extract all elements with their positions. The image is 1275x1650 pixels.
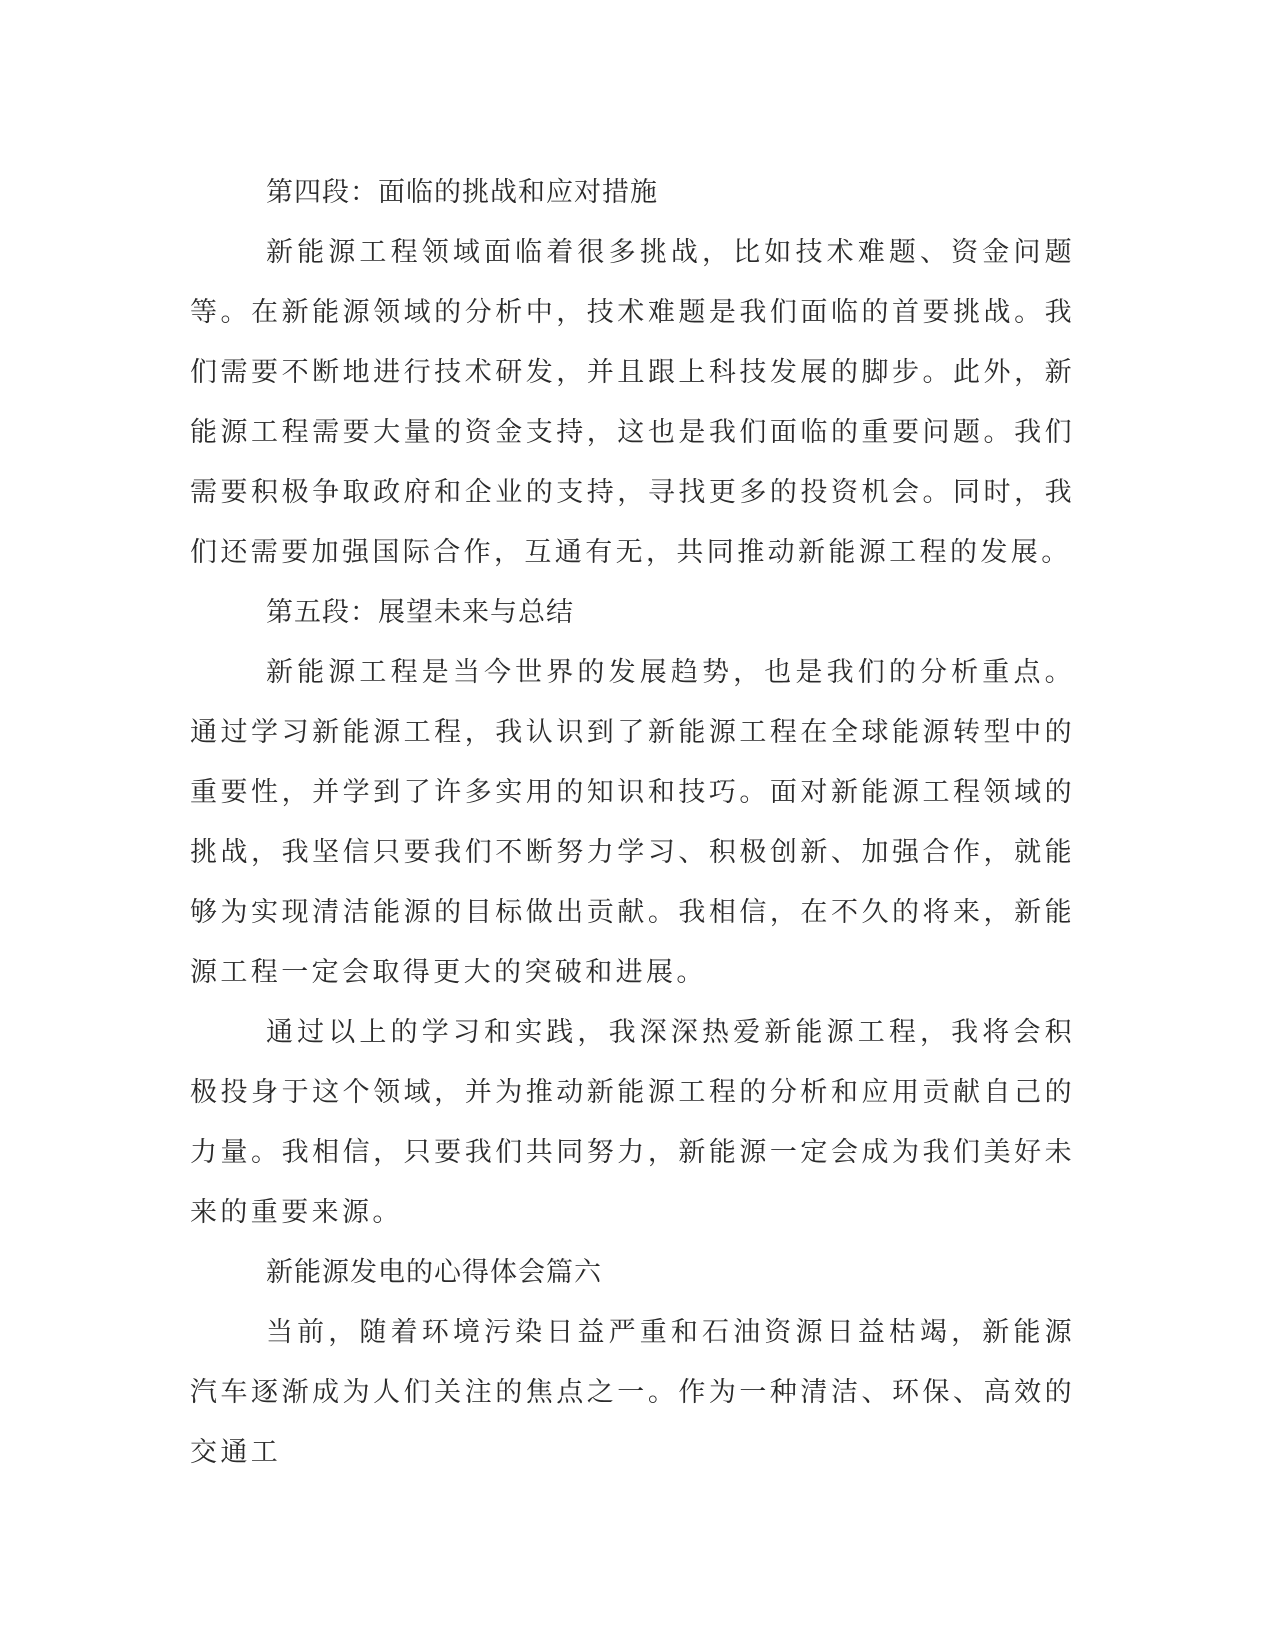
section-4-heading: 第四段：面临的挑战和应对措施 [266,177,658,208]
section-4-paragraph: 新能源工程领域面临着很多挑战，比如技术难题、资金问题等。在新能源领域的分析中，技术难题是我们面临的首要挑战。我们需要不断地进行技术研发，并且跟上科技发展的脚步。此外，新能源工程需要大量的资金支持，这也是我们面临的重要问题。我们需要积极争取政府和企业的支持，寻找更多的投资机会。同时，我们还需要加强国际合作，互通有无，共同推动新能源工程的发展。 [190,237,1075,568]
article-6-paragraph: 当前，随着环境污染日益严重和石油资源日益枯竭，新能源汽车逐渐成为人们关注的焦点之一。作为一种清洁、环保、高效的交通工 [190,1317,1075,1468]
closing-paragraph: 通过以上的学习和实践，我深深热爱新能源工程，我将会积极投身于这个领域，并为推动新能源工程的分析和应用贡献自己的力量。我相信，只要我们共同努力，新能源一定会成为我们美好未来的重要来源。 [190,1017,1075,1228]
section-5-heading: 第五段：展望未来与总结 [266,597,574,628]
section-5-paragraph: 新能源工程是当今世界的发展趋势，也是我们的分析重点。通过学习新能源工程，我认识到了新能源工程在全球能源转型中的重要性，并学到了许多实用的知识和技巧。面对新能源工程领域的挑战，我坚信只要我们不断努力学习、积极创新、加强合作，就能够为实现清洁能源的目标做出贡献。我相信，在不久的将来，新能源工程一定会取得更大的突破和进展。 [190,657,1075,988]
document-body [190,163,1075,1483]
article-6-title: 新能源发电的心得体会篇六 [266,1257,602,1288]
